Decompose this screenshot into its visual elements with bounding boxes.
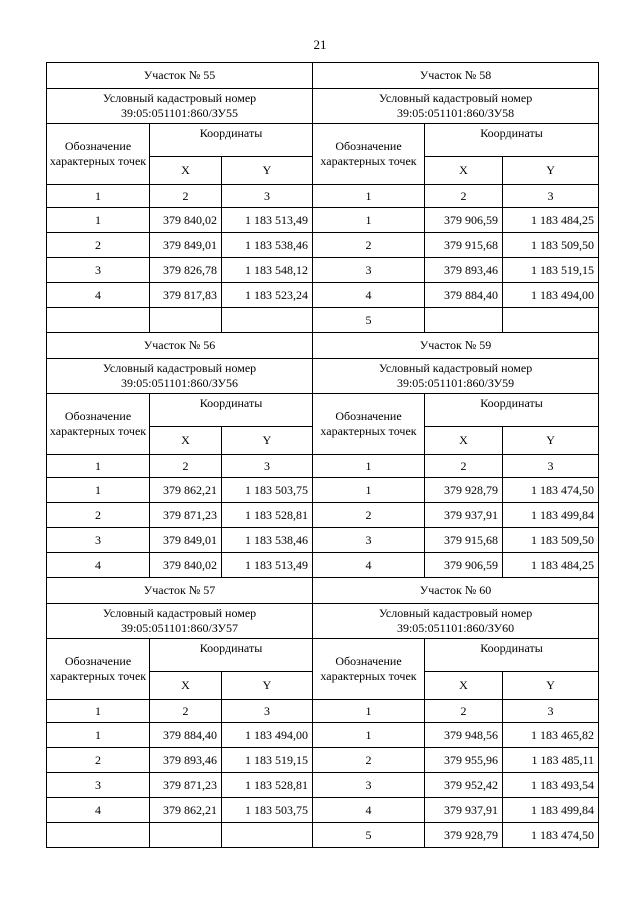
point-number: 4 [47,798,150,823]
column-number: 2 [425,455,503,478]
coord-x [425,308,503,333]
coord-y: 1 183 494,00 [222,723,313,748]
point-number: 3 [47,528,150,553]
coord-x: 379 884,40 [425,283,503,308]
cadastral-number: 39:05:051101:860/ЗУ56 [120,376,239,390]
point-designation-header: Обозначение характерных точек [47,124,150,185]
cadastral-number: 39:05:051101:860/ЗУ57 [120,621,239,635]
column-number: 3 [222,185,313,208]
point-number: 4 [313,798,425,823]
y-header: Y [503,672,599,700]
point-number: 1 [313,478,425,503]
coord-y: 1 183 538,46 [222,233,313,258]
coord-x [150,823,222,848]
point-designation-header: Обозначение характерных точек [47,639,150,700]
coord-x: 379 817,83 [150,283,222,308]
coordinates-header: Координаты [425,124,599,157]
page-number: 21 [313,37,327,52]
coord-y: 1 183 519,15 [222,748,313,773]
coord-y: 1 183 513,49 [222,208,313,233]
x-header: X [150,427,222,455]
point-number: 3 [47,773,150,798]
point-number: 3 [313,773,425,798]
coord-y: 1 183 548,12 [222,258,313,283]
coord-x: 379 826,78 [150,258,222,283]
coord-y: 1 183 538,46 [222,528,313,553]
point-number: 4 [47,283,150,308]
x-header: X [150,672,222,700]
coord-y: 1 183 509,50 [503,528,599,553]
column-number: 3 [222,455,313,478]
cadastral-label: Условный кадастровый номер [378,361,533,375]
cadastral-label: Условный кадастровый номер [102,91,257,105]
y-header: Y [503,157,599,185]
coord-y: 1 183 503,75 [222,798,313,823]
coord-x: 379 893,46 [150,748,222,773]
y-header: Y [503,427,599,455]
coord-y: 1 183 485,11 [503,748,599,773]
point-number: 2 [313,233,425,258]
cadastral-cell [47,89,313,124]
point-number: 1 [47,208,150,233]
cadastral-number: 39:05:051101:860/ЗУ58 [396,106,515,120]
point-number: 5 [313,308,425,333]
column-number: 1 [313,185,425,208]
coord-x: 379 871,23 [150,773,222,798]
coord-x: 379 948,56 [425,723,503,748]
cadastral-label: Условный кадастровый номер [378,91,533,105]
plot-title: Участок № 59 [313,333,599,359]
coord-x: 379 884,40 [150,723,222,748]
point-number [47,823,150,848]
x-header: X [425,157,503,185]
cadastral-cell [47,604,313,639]
coord-x: 379 937,91 [425,798,503,823]
x-header: X [150,157,222,185]
column-number: 1 [47,185,150,208]
coord-y: 1 183 484,25 [503,553,599,578]
point-designation-header: Обозначение характерных точек [313,394,425,455]
coord-x: 379 849,01 [150,528,222,553]
coord-y: 1 183 499,84 [503,798,599,823]
coord-y: 1 183 503,75 [222,478,313,503]
coord-y: 1 183 528,81 [222,773,313,798]
coord-x: 379 952,42 [425,773,503,798]
y-header: Y [222,672,313,700]
cadastral-cell [313,89,599,124]
cadastral-number: 39:05:051101:860/ЗУ59 [396,376,515,390]
coord-x: 379 862,21 [150,798,222,823]
coord-y: 1 183 513,49 [222,553,313,578]
coord-x: 379 862,21 [150,478,222,503]
cadastral-cell [313,359,599,394]
column-number: 1 [47,455,150,478]
point-number: 2 [47,233,150,258]
point-number: 1 [47,723,150,748]
cadastral-cell [313,604,599,639]
cadastral-label: Условный кадастровый номер [102,606,257,620]
point-designation-header: Обозначение характерных точек [313,124,425,185]
coord-x: 379 937,91 [425,503,503,528]
x-header: X [425,672,503,700]
coord-x: 379 840,02 [150,208,222,233]
coord-y: 1 183 523,24 [222,283,313,308]
point-number: 3 [313,258,425,283]
point-number: 3 [47,258,150,283]
coord-x: 379 928,79 [425,478,503,503]
coord-y: 1 183 499,84 [503,503,599,528]
column-number: 1 [313,700,425,723]
coord-y: 1 183 484,25 [503,208,599,233]
coord-x: 379 915,68 [425,233,503,258]
x-header: X [425,427,503,455]
coord-x: 379 871,23 [150,503,222,528]
point-number: 3 [313,528,425,553]
coord-y: 1 183 465,82 [503,723,599,748]
coord-y: 1 183 519,15 [503,258,599,283]
point-number: 4 [47,553,150,578]
point-number: 1 [313,208,425,233]
coordinates-header: Координаты [150,124,313,157]
coord-y: 1 183 494,00 [503,283,599,308]
point-number: 4 [313,553,425,578]
coord-y: 1 183 474,50 [503,823,599,848]
y-header: Y [222,427,313,455]
plot-title: Участок № 58 [313,63,599,89]
coord-x: 379 915,68 [425,528,503,553]
column-number: 3 [222,700,313,723]
land-plots-table [46,62,599,848]
point-number [47,308,150,333]
coord-x: 379 955,96 [425,748,503,773]
point-number: 1 [313,723,425,748]
point-number: 2 [47,748,150,773]
point-number: 4 [313,283,425,308]
cadastral-number: 39:05:051101:860/ЗУ55 [120,106,239,120]
coord-y [222,823,313,848]
coord-y: 1 183 474,50 [503,478,599,503]
plot-title: Участок № 55 [47,63,313,89]
column-number: 3 [503,185,599,208]
column-number: 1 [313,455,425,478]
column-number: 3 [503,455,599,478]
coord-x: 379 928,79 [425,823,503,848]
coord-y: 1 183 528,81 [222,503,313,528]
coord-x: 379 840,02 [150,553,222,578]
y-header: Y [222,157,313,185]
column-number: 2 [425,185,503,208]
column-number: 2 [150,700,222,723]
column-number: 3 [503,700,599,723]
point-number: 2 [47,503,150,528]
point-designation-header: Обозначение характерных точек [313,639,425,700]
coord-x: 379 893,46 [425,258,503,283]
plot-title: Участок № 56 [47,333,313,359]
point-designation-header: Обозначение характерных точек [47,394,150,455]
cadastral-label: Условный кадастровый номер [378,606,533,620]
plot-title: Участок № 60 [313,578,599,604]
column-number: 2 [150,185,222,208]
coord-x: 379 906,59 [425,553,503,578]
cadastral-label: Условный кадастровый номер [102,361,257,375]
coordinates-header: Координаты [425,394,599,427]
cadastral-number: 39:05:051101:860/ЗУ60 [396,621,515,635]
coord-y: 1 183 493,54 [503,773,599,798]
coord-y: 1 183 509,50 [503,233,599,258]
coordinates-header: Координаты [150,639,313,672]
cadastral-cell [47,359,313,394]
coord-x: 379 849,01 [150,233,222,258]
plot-title: Участок № 57 [47,578,313,604]
point-number: 2 [313,503,425,528]
point-number: 5 [313,823,425,848]
column-number: 2 [425,700,503,723]
point-number: 1 [47,478,150,503]
coord-x: 379 906,59 [425,208,503,233]
column-number: 2 [150,455,222,478]
coord-y [222,308,313,333]
point-number: 2 [313,748,425,773]
coordinates-header: Координаты [150,394,313,427]
coord-x [150,308,222,333]
coordinates-header: Координаты [425,639,599,672]
column-number: 1 [47,700,150,723]
coord-y [503,308,599,333]
